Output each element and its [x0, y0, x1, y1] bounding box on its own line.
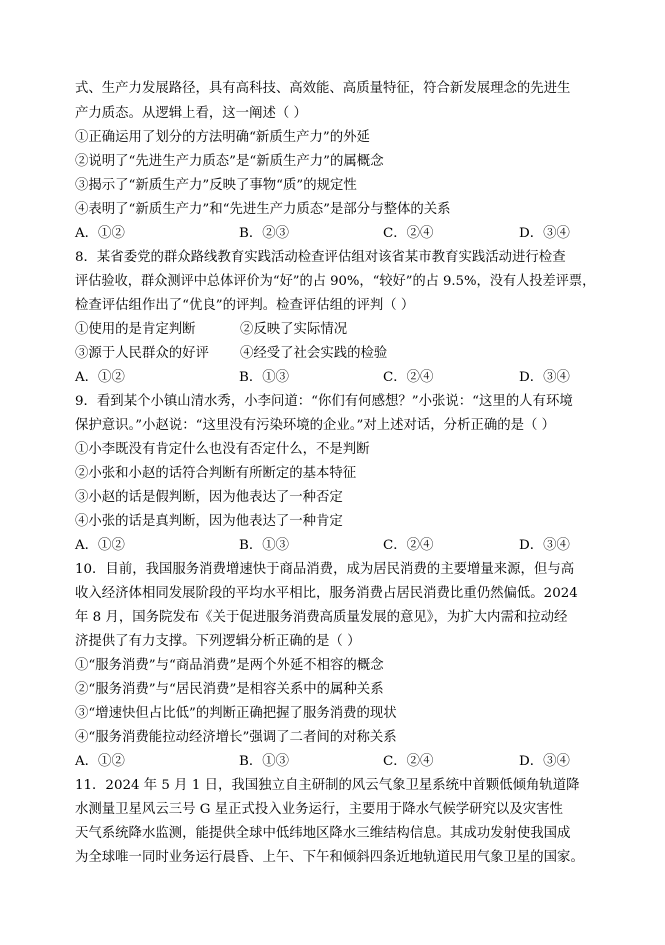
q10-item-2: ②“服务消费”与“居民消费”是相容关系中的属种关系 [75, 682, 384, 697]
q8-option-a: A．①② [75, 370, 125, 385]
q8-stem-line-2: 评估验收，群众测评中总体评价为“好”的占 90%，“较好”的占 9.5%，没有人投差评票， [75, 274, 596, 289]
q8-stem-line-3: 检查评估组作出了“优良”的评判。检查评估组的评判（ ） [75, 298, 415, 313]
q10-item-1: ①“服务消费”与“商品消费”是两个外延不相容的概念 [75, 658, 384, 673]
q9-option-b: B．①③ [239, 538, 290, 553]
q11-stem-line-4: 为全球唯一同时业务运行晨昏、上午、下午和倾斜四条近地轨道民用气象卫星的国家。 [75, 850, 584, 865]
q9-stem-line-2: 保护意识。”小赵说：“这里没有污染环境的企业。”对上述对话，分析正确的是（ ） [75, 418, 556, 433]
q10-stem-line-2: 收入经济体相同发展阶段的平均水平相比，服务消费占居民消费比重仍然偏低。2024 [75, 586, 578, 601]
q8-item-2: ②反映了实际情况 [240, 322, 348, 337]
q10-item-3: ③“增速快但占比低”的判断正确把握了服务消费的现状 [75, 706, 397, 721]
q9-option-d: D．③④ [519, 538, 570, 553]
q10-option-d: D．③④ [519, 754, 570, 769]
q8-item-4: ④经受了社会实践的检验 [240, 346, 388, 361]
q10-option-a: A．①② [75, 754, 125, 769]
q8-option-c: C．②④ [383, 370, 434, 385]
q11-stem-line-2: 水测量卫星风云三号 G 星正式投入业务运行，主要用于降水气候学研究以及灾害性 [75, 802, 563, 817]
q10-option-b: B．①③ [239, 754, 290, 769]
q10-item-4: ④“服务消费能拉动经济增长”强调了二者间的对称关系 [75, 730, 397, 745]
q8-option-d: D．③④ [519, 370, 570, 385]
q11-stem-line-1: 11．2024 年 5 月 1 日，我国独立自主研制的风云气象卫星系统中首颗低倾角轨道降 [75, 778, 580, 793]
q11-stem-line-3: 天气系统降水监测，能提供全球中低纬地区降水三维结构信息。其成功发射使我国成 [75, 826, 571, 841]
q9-item-2: ②小张和小赵的话符合判断有所断定的基本特征 [75, 466, 357, 481]
q10-stem-line-1: 10．目前，我国服务消费增速快于商品消费，成为居民消费的主要增量来源，但与高 [75, 562, 575, 577]
q7-stem-line-1: 式、生产力发展路径，具有高科技、高效能、高质量特征，符合新发展理念的先进生 [75, 81, 571, 96]
q9-stem-line-1: 9．看到某个小镇山清水秀，小李问道：“你们有何感想？”小张说：“这里的人有环境 [75, 394, 573, 409]
q8-stem-line-1: 8．某省委党的群众路线教育实践活动检查评估组对该省某市教育实践活动进行检查 [75, 250, 566, 265]
q7-item-1: ①正确运用了划分的方法明确“新质生产力”的外延 [75, 130, 370, 145]
q7-item-2: ②说明了“先进生产力质态”是“新质生产力”的属概念 [75, 154, 384, 169]
q8-option-b: B．①③ [239, 370, 290, 385]
q7-item-3: ③揭示了“新质生产力”反映了事物“质”的规定性 [75, 178, 357, 193]
q10-stem-line-4: 济提供了有力支撑。下列逻辑分析正确的是（ ） [75, 634, 361, 649]
q7-option-d: D．③④ [519, 226, 570, 241]
q7-option-b: B．②③ [239, 226, 290, 241]
q7-option-c: C．②④ [383, 226, 434, 241]
q8-item-1: ①使用的是肯定判断 [75, 322, 196, 337]
q10-option-c: C．②④ [383, 754, 434, 769]
q9-item-4: ④小张的话是真判断，因为他表达了一种肯定 [75, 514, 343, 529]
q8-item-3: ③源于人民群众的好评 [75, 346, 209, 361]
q9-item-3: ③小赵的话是假判断，因为他表达了一种否定 [75, 490, 343, 505]
q10-stem-line-3: 年 8 月，国务院发布《关于促进服务消费高质量发展的意见》，为扩大内需和拉动经 [75, 610, 568, 625]
q9-item-1: ①小李既没有肯定什么也没有否定什么，不是判断 [75, 442, 370, 457]
q9-option-a: A．①② [75, 538, 125, 553]
q9-option-c: C．②④ [383, 538, 434, 553]
q7-item-4: ④表明了“新质生产力”和“先进生产力质态”是部分与整体的关系 [75, 202, 451, 217]
q7-option-a: A．①② [75, 226, 125, 241]
q7-stem-line-2: 产力质态。从逻辑上看，这一阐述（ ） [75, 106, 307, 121]
